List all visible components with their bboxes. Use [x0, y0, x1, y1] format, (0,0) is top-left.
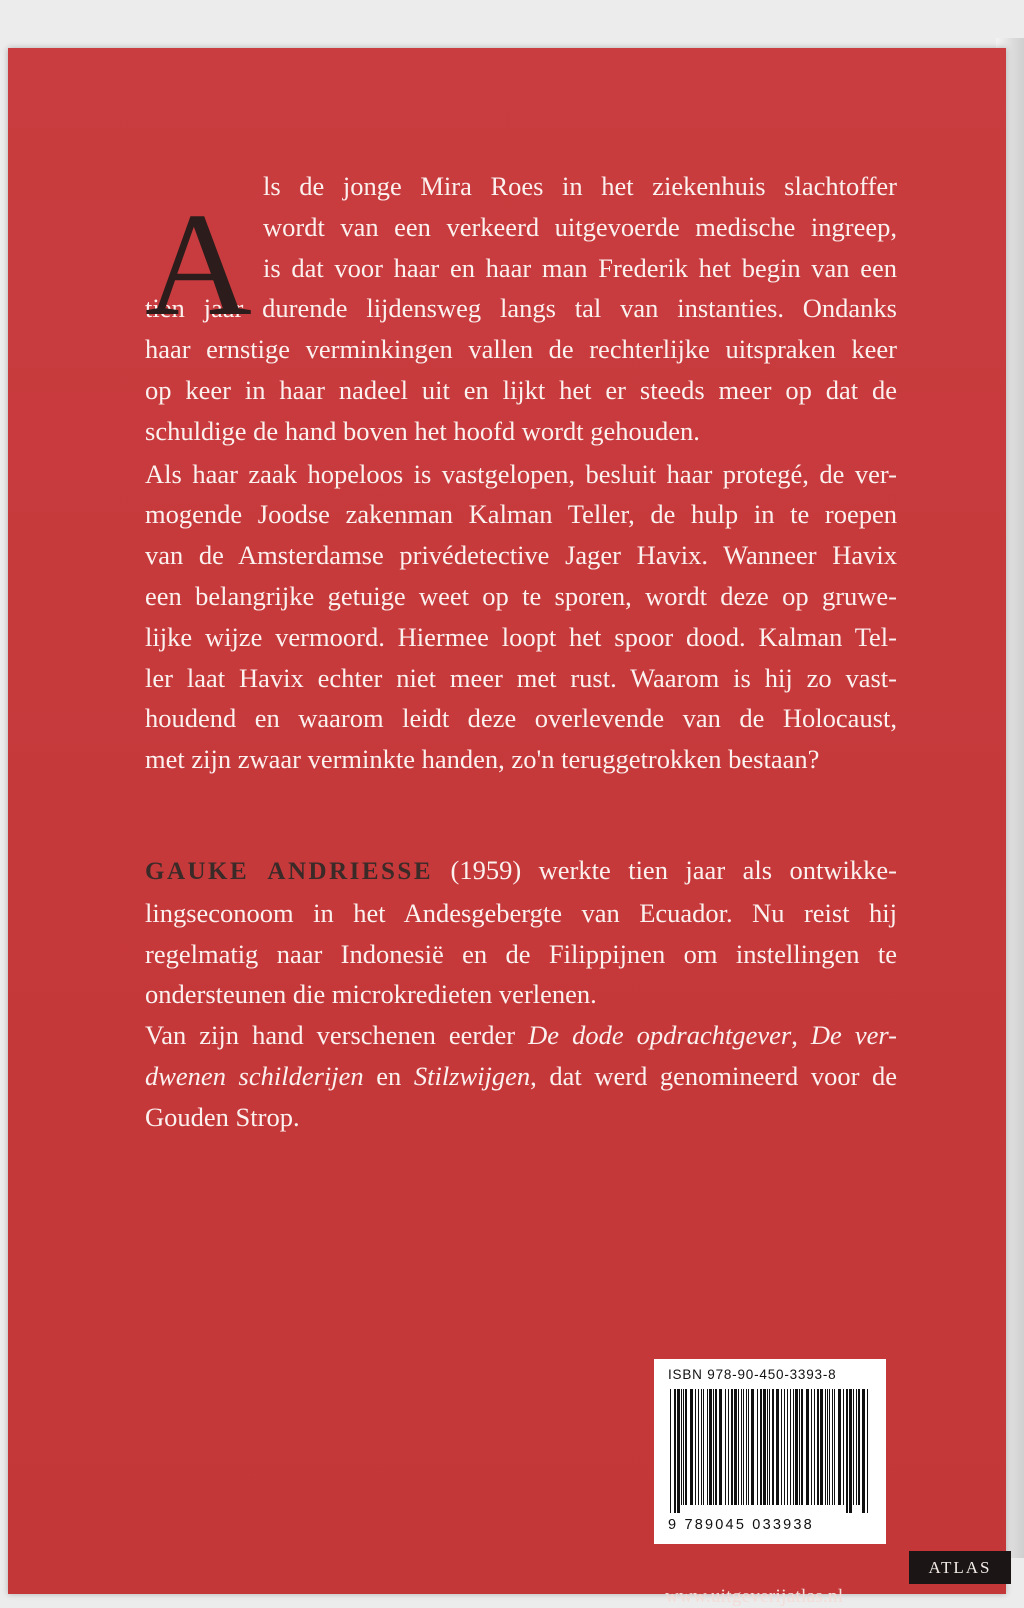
- blurb-line: van de Amsterdamse privédetective Jager Havix. Wanneer Havix: [145, 540, 897, 571]
- book-title: Stilzwijgen: [413, 1060, 531, 1091]
- barcode-bar: [683, 1389, 684, 1505]
- barcode-bar: [834, 1389, 835, 1505]
- bio-line: ondersteunen die microkredieten verlenen.: [145, 979, 597, 1010]
- bio-text: ,: [791, 1020, 811, 1051]
- bio-text: (1959) werkte tien jaar als ontwikke-: [433, 855, 897, 885]
- barcode-bar: [751, 1389, 754, 1505]
- barcode-bar: [838, 1389, 841, 1505]
- barcode-bar: [843, 1389, 844, 1505]
- drop-cap: A: [145, 183, 252, 347]
- blurb-line: mogende Joodse zakenman Kalman Teller, de hulp in te roepen: [145, 499, 897, 530]
- barcode-bar: [781, 1389, 782, 1505]
- blurb-text: [145, 166, 897, 780]
- publisher-url: www.uitgeverijatlas.nl: [665, 1586, 844, 1607]
- blurb-line: ls de jonge Mira Roes in het ziekenhuis slachtoffer: [263, 171, 897, 201]
- barcode-bar: [811, 1389, 812, 1505]
- barcode-bar: [820, 1389, 823, 1505]
- bio-line: [145, 850, 897, 893]
- barcode-bar: [698, 1389, 699, 1505]
- barcode-bar: [814, 1389, 815, 1505]
- barcode-bar: [701, 1389, 702, 1505]
- barcode-bar: [709, 1389, 712, 1505]
- bio-line: [145, 1056, 897, 1097]
- barcode-bar: [674, 1389, 676, 1513]
- barcode-bar: [795, 1389, 798, 1505]
- barcode-digits: 9 789045 033938: [668, 1517, 814, 1533]
- author-name: GAUKE ANDRIESSE: [145, 858, 434, 885]
- barcode-bar: [725, 1389, 726, 1505]
- barcode-bar: [776, 1389, 779, 1505]
- barcode-bar: [801, 1389, 803, 1505]
- barcode-bar: [846, 1389, 848, 1513]
- blurb-line: een belangrijke getuige weet op te sporen, wordt deze op gruwe-: [145, 580, 897, 611]
- blurb-line: schuldige de hand boven het hoofd wordt gehouden.: [145, 415, 700, 446]
- barcode-bar: [858, 1389, 860, 1505]
- blurb-line: tien jaar durende lijdensweg langs tal van instanties. Ondanks: [145, 293, 897, 324]
- blurb-line: is dat voor haar en haar man Frederik het begin van een: [263, 252, 897, 283]
- barcode-bar: [763, 1389, 766, 1505]
- barcode-bar: [707, 1389, 708, 1505]
- barcode-bar: [825, 1389, 826, 1505]
- barcode-bar: [856, 1389, 857, 1505]
- barcode-bar: [772, 1389, 774, 1505]
- publisher-logo: ATLAS: [909, 1551, 1011, 1584]
- blurb-line: haar ernstige verminkingen vallen de rechterlijke uitspraken keer: [145, 334, 897, 365]
- barcode-bar: [731, 1389, 733, 1505]
- barcode-bar: [690, 1389, 693, 1505]
- blurb-line: lijke wijze vermoord. Hiermee loopt het spoor dood. Kalman Tel-: [145, 621, 897, 652]
- blurb-line: op keer in haar nadeel uit en lijkt het er steeds meer op dat de: [145, 374, 897, 405]
- barcode-bar: [746, 1389, 747, 1505]
- barcode-bar: [853, 1389, 854, 1505]
- blurb-line: Als haar zaak hopeloos is vastgelopen, besluit haar protegé, de ver-: [145, 458, 897, 489]
- barcode-bar: [677, 1389, 680, 1513]
- isbn-label: ISBN 978-90-450-3393-8: [668, 1367, 837, 1382]
- barcode-bar: [715, 1389, 717, 1505]
- barcode-bar: [790, 1389, 791, 1505]
- book-title: De ver-: [810, 1020, 897, 1051]
- book-title: dwenen schilderijen: [145, 1060, 364, 1091]
- barcode-bar: [787, 1389, 788, 1505]
- barcode-bar: [719, 1389, 722, 1505]
- barcode-bar: [695, 1389, 696, 1505]
- barcode-bar: [793, 1389, 794, 1505]
- bio-text: Van zijn hand verschenen eerder: [145, 1020, 529, 1051]
- author-bio: [145, 850, 897, 1138]
- barcode-bar: [817, 1389, 819, 1505]
- barcode-bar: [728, 1389, 729, 1505]
- isbn-barcode: [654, 1359, 886, 1544]
- barcode-bar: [748, 1389, 749, 1505]
- barcode-bar: [832, 1389, 833, 1505]
- barcode-bar: [767, 1389, 768, 1505]
- bio-line: lingseconoom in het Andesgebergte van Ecuador. Nu reist hij: [145, 897, 897, 928]
- book-back-cover: [8, 48, 1006, 1607]
- barcode-bars: [668, 1389, 874, 1513]
- barcode-bar: [784, 1389, 785, 1505]
- barcode-bar: [743, 1389, 744, 1505]
- barcode-bar: [862, 1389, 865, 1513]
- bio-text: , dat werd genomineerd voor de: [530, 1060, 897, 1091]
- barcode-bar: [685, 1389, 687, 1505]
- bio-line: Gouden Strop.: [145, 1101, 300, 1132]
- barcode-bar: [806, 1389, 809, 1505]
- barcode-bar: [738, 1389, 739, 1505]
- barcode-bar: [827, 1389, 828, 1505]
- barcode-bar: [799, 1389, 800, 1505]
- barcode-bar: [757, 1389, 758, 1505]
- bio-line: [145, 1015, 897, 1056]
- barcode-bar: [681, 1389, 682, 1505]
- barcode-bar: [760, 1389, 762, 1505]
- barcode-bar: [734, 1389, 737, 1505]
- barcode-bar: [849, 1389, 852, 1513]
- barcode-bar: [670, 1389, 671, 1513]
- barcode-bar: [867, 1389, 868, 1513]
- barcode-bar: [741, 1389, 742, 1505]
- blurb-line: wordt van een verkeerd uitgevoerde medische ingreep,: [263, 211, 897, 242]
- bio-line: regelmatig naar Indonesië en de Filippijnen om instellingen te: [145, 938, 897, 969]
- blurb-line: met zijn zwaar verminkte handen, zo'n teruggetrokken bestaan?: [145, 744, 820, 775]
- barcode-bar: [713, 1389, 714, 1505]
- barcode-bar: [703, 1389, 704, 1505]
- bio-text: en: [363, 1060, 414, 1091]
- blurb-line: houdend en waarom leidt deze overlevende van de Holocaust,: [145, 703, 897, 734]
- barcode-bar: [829, 1389, 830, 1505]
- blurb-line: ler laat Havix echter niet meer met rust. Waarom is hij zo vast-: [145, 662, 897, 693]
- book-title: De dode opdrachtgever: [528, 1020, 792, 1051]
- barcode-bar: [769, 1389, 770, 1505]
